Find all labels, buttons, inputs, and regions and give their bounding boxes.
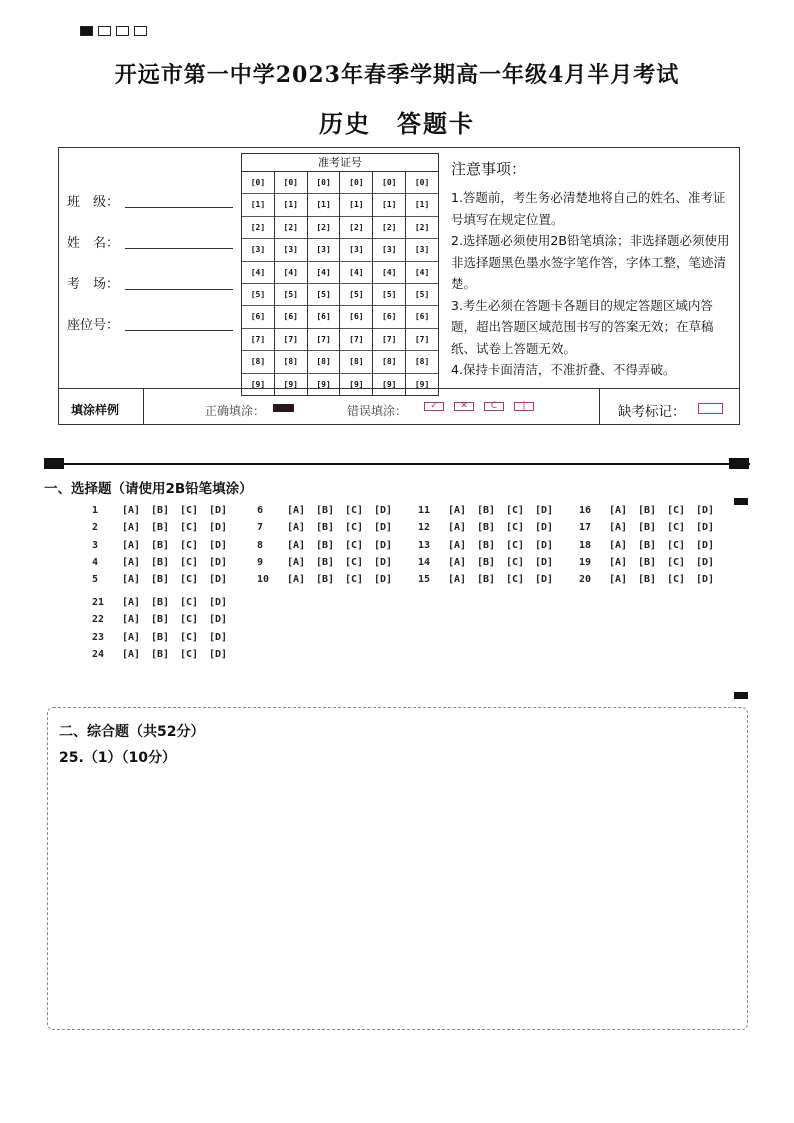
wrong-fill-mark: C: [484, 402, 504, 411]
answer-bubble[interactable]: [A]: [609, 522, 628, 534]
exam-digit-bubble[interactable]: [5]: [308, 284, 340, 306]
answer-bubble[interactable]: [A]: [122, 614, 141, 626]
question-25-label: 25.（1）（10分）: [59, 750, 177, 766]
exam-digit-bubble[interactable]: [2]: [406, 217, 438, 239]
answer-bubble[interactable]: [D]: [374, 505, 393, 516]
exam-digit-bubble[interactable]: [4]: [406, 262, 438, 284]
exam-number-column: [373, 172, 406, 395]
answer-bubble[interactable]: [D]: [374, 522, 393, 534]
answer-bubble[interactable]: [B]: [316, 574, 335, 586]
question-number: 18: [579, 539, 592, 551]
answer-bubble[interactable]: [B]: [638, 574, 657, 586]
exam-number-header: 准考证号: [242, 154, 438, 172]
exam-digit-bubble[interactable]: [8]: [242, 351, 274, 373]
exam-digit-bubble[interactable]: [8]: [275, 351, 307, 373]
absent-mark-label: 缺考标记：: [618, 404, 686, 420]
question-row: [92, 632, 238, 649]
answer-bubble[interactable]: [B]: [151, 522, 170, 534]
answer-bubble[interactable]: [D]: [209, 648, 228, 660]
question-row: [257, 522, 403, 539]
question-row: [92, 505, 238, 522]
answer-bubble[interactable]: [C]: [506, 522, 525, 534]
answer-bubble[interactable]: [B]: [477, 522, 496, 534]
exam-digit-bubble[interactable]: [0]: [406, 172, 438, 194]
answer-bubble[interactable]: [A]: [448, 539, 467, 551]
question-number: 5: [92, 574, 99, 586]
answer-bubble[interactable]: [A]: [122, 597, 141, 608]
question-number: 3: [92, 539, 99, 551]
exam-digit-bubble[interactable]: [2]: [340, 217, 372, 239]
answer-bubble[interactable]: [D]: [535, 556, 554, 568]
question-number: 23: [92, 631, 105, 643]
exam-digit-bubble[interactable]: [0]: [373, 172, 405, 194]
exam-digit-bubble[interactable]: [8]: [373, 351, 405, 373]
exam-digit-bubble[interactable]: [5]: [373, 284, 405, 306]
answer-bubble[interactable]: [C]: [180, 597, 199, 608]
exam-number-column: [242, 172, 275, 395]
exam-digit-bubble[interactable]: [1]: [242, 194, 274, 216]
answer-bubble[interactable]: [D]: [209, 505, 228, 516]
answer-bubble[interactable]: [B]: [638, 522, 657, 534]
answer-bubble[interactable]: [A]: [122, 505, 141, 516]
answer-bubble[interactable]: [B]: [151, 556, 170, 568]
question-row: [92, 540, 238, 557]
vertical-divider: [599, 389, 600, 425]
answer-bubble[interactable]: [A]: [287, 522, 306, 534]
exam-digit-bubble[interactable]: [7]: [275, 329, 307, 351]
answer-bubble[interactable]: [A]: [448, 574, 467, 586]
exam-digit-bubble[interactable]: [3]: [242, 239, 274, 261]
question-number: 15: [418, 574, 431, 586]
field-input-line[interactable]: [125, 329, 233, 331]
exam-digit-bubble[interactable]: [8]: [308, 351, 340, 373]
answer-bubble[interactable]: [A]: [122, 574, 141, 586]
exam-digit-bubble[interactable]: [5]: [275, 284, 307, 306]
exam-number-column: [340, 172, 373, 395]
question-number: 14: [418, 556, 431, 568]
student-field: [67, 191, 233, 210]
question-row: [579, 505, 725, 522]
answer-bubble[interactable]: [C]: [345, 522, 364, 534]
field-label: 姓 名：: [67, 236, 120, 251]
answer-bubble[interactable]: [A]: [122, 648, 141, 660]
exam-digit-bubble[interactable]: [9]: [382, 379, 397, 389]
answer-bubble[interactable]: [D]: [696, 505, 715, 516]
exam-digit-bubble[interactable]: [3]: [406, 239, 438, 261]
answer-bubble[interactable]: [B]: [151, 648, 170, 660]
question-number: 21: [92, 597, 105, 608]
student-field: [67, 273, 233, 292]
question-row: [418, 574, 564, 591]
exam-digit-bubble[interactable]: [5]: [406, 284, 438, 306]
question-group: [92, 597, 238, 666]
exam-digit-bubble[interactable]: [1]: [373, 194, 405, 216]
exam-digit-bubble[interactable]: [9]: [250, 379, 266, 389]
exam-digit-bubble[interactable]: [5]: [340, 284, 372, 306]
answer-bubble[interactable]: [D]: [696, 522, 715, 534]
question-number: 22: [92, 614, 105, 626]
alignment-mark: [734, 498, 748, 505]
question-row: [418, 505, 564, 522]
answer-bubble[interactable]: [B]: [638, 539, 657, 551]
answer-bubble[interactable]: [B]: [316, 539, 335, 551]
answer-bubble[interactable]: [A]: [122, 556, 141, 568]
card-subtitle: 历史 答题卡: [319, 109, 475, 138]
exam-digit-bubble[interactable]: [9]: [414, 379, 430, 389]
exam-number-column: [406, 172, 438, 395]
answer-bubble[interactable]: [D]: [374, 539, 393, 551]
correct-fill-example: [273, 404, 294, 412]
answer-bubble[interactable]: [C]: [180, 505, 199, 516]
answer-bubble[interactable]: [A]: [609, 574, 628, 586]
question-row: [579, 574, 725, 591]
answer-bubble[interactable]: [C]: [506, 539, 525, 551]
page-marker: [116, 26, 129, 36]
answer-bubble[interactable]: [B]: [638, 505, 657, 516]
question-number: 8: [257, 539, 264, 551]
exam-digit-bubble[interactable]: [6]: [340, 306, 372, 328]
answer-bubble[interactable]: [C]: [180, 648, 199, 660]
alignment-mark: [734, 692, 748, 699]
question-number: 4: [92, 556, 99, 568]
answer-bubble[interactable]: [D]: [209, 556, 228, 568]
exam-digit-bubble[interactable]: [6]: [373, 306, 405, 328]
exam-digit-bubble[interactable]: [5]: [242, 284, 274, 306]
wrong-fill-examples: [424, 402, 534, 411]
exam-digit-bubble[interactable]: [6]: [275, 306, 307, 328]
answer-bubble[interactable]: [D]: [696, 539, 715, 551]
exam-digit-bubble[interactable]: [3]: [373, 239, 405, 261]
section2-title: 二、综合题（共52分）: [59, 724, 205, 740]
page-marker: [98, 26, 111, 36]
question-row: [257, 505, 403, 522]
exam-digit-bubble[interactable]: [3]: [340, 239, 372, 261]
answer-bubble[interactable]: [A]: [448, 522, 467, 534]
exam-digit-bubble[interactable]: [4]: [242, 262, 274, 284]
answer-bubble[interactable]: [C]: [667, 539, 686, 551]
wrong-fill-mark: ✕: [454, 402, 474, 411]
question-number: 19: [579, 556, 592, 568]
answer-bubble[interactable]: [D]: [696, 574, 715, 586]
info-box: [58, 147, 740, 425]
answer-bubble[interactable]: [C]: [180, 631, 199, 643]
page-marker: [80, 26, 93, 36]
question-number: 24: [92, 648, 105, 660]
answer-bubble[interactable]: [C]: [180, 614, 199, 626]
student-field: [67, 314, 233, 333]
answer-bubble[interactable]: [D]: [209, 614, 228, 626]
exam-digit-bubble[interactable]: [6]: [308, 306, 340, 328]
answer-bubble[interactable]: [D]: [209, 631, 228, 643]
answer-bubble[interactable]: [A]: [448, 505, 467, 516]
answer-bubble[interactable]: [C]: [345, 539, 364, 551]
answer-bubble[interactable]: [C]: [345, 556, 364, 568]
field-label: 考 场：: [67, 277, 120, 292]
answer-bubble[interactable]: [B]: [151, 574, 170, 586]
question-row: [257, 557, 403, 574]
answer-bubble[interactable]: [A]: [122, 631, 141, 643]
question-number: 10: [257, 574, 270, 586]
answer-bubble[interactable]: [C]: [180, 556, 199, 568]
exam-digit-bubble[interactable]: [7]: [308, 329, 340, 351]
answer-bubble[interactable]: [D]: [696, 556, 715, 568]
answer-bubble[interactable]: [A]: [609, 556, 628, 568]
exam-digit-bubble[interactable]: [8]: [340, 351, 372, 373]
correct-fill-label: 正确填涂：: [205, 404, 266, 418]
section2-answer-box[interactable]: [47, 707, 748, 1030]
question-row: [579, 522, 725, 539]
exam-digit-bubble[interactable]: [4]: [373, 262, 405, 284]
note-item: 3.考生必须在答题卡各题目的规定答题区域内答题，超出答题区域范围书写的答案无效；在草稿纸、试卷上答题无效。: [451, 297, 714, 356]
field-input-line[interactable]: [125, 206, 233, 208]
notes-panel: [451, 158, 733, 381]
student-field: [67, 232, 233, 251]
question-number: 13: [418, 539, 431, 551]
question-number: 7: [257, 522, 264, 534]
page-marker: [134, 26, 147, 36]
answer-bubble[interactable]: [B]: [477, 505, 496, 516]
exam-digit-bubble[interactable]: [3]: [275, 239, 307, 261]
question-row: [418, 540, 564, 557]
exam-digit-bubble[interactable]: [0]: [308, 172, 340, 194]
answer-bubble[interactable]: [B]: [151, 597, 170, 608]
question-row: [257, 574, 403, 591]
wrong-fill-mark: |: [514, 402, 534, 411]
page-markers: [80, 26, 147, 36]
exam-digit-bubble[interactable]: [1]: [275, 194, 307, 216]
answer-bubble[interactable]: [B]: [151, 631, 170, 643]
answer-bubble[interactable]: [B]: [151, 539, 170, 551]
exam-digit-bubble[interactable]: [1]: [340, 194, 372, 216]
question-group: [92, 505, 238, 591]
question-number: 20: [579, 574, 592, 586]
answer-bubble[interactable]: [D]: [535, 574, 554, 586]
answer-bubble[interactable]: [C]: [345, 505, 364, 516]
absent-mark-box[interactable]: [698, 403, 723, 414]
answer-bubble[interactable]: [A]: [609, 539, 628, 551]
answer-bubble[interactable]: [A]: [122, 522, 141, 534]
answer-bubble[interactable]: [C]: [667, 556, 686, 568]
question-number: 17: [579, 522, 592, 534]
exam-digit-bubble[interactable]: [7]: [242, 329, 274, 351]
question-row: [257, 540, 403, 557]
answer-bubble[interactable]: [C]: [180, 539, 199, 551]
vertical-divider: [143, 389, 144, 425]
exam-number-grid: [241, 153, 439, 396]
question-row: [92, 574, 238, 591]
question-row: [92, 522, 238, 539]
exam-digit-bubble[interactable]: [2]: [242, 217, 274, 239]
exam-digit-bubble[interactable]: [7]: [373, 329, 405, 351]
exam-number-column: [308, 172, 341, 395]
field-label: 座位号：: [67, 318, 120, 333]
exam-digit-bubble[interactable]: [1]: [406, 194, 438, 216]
exam-digit-bubble[interactable]: [2]: [308, 217, 340, 239]
question-number: 16: [579, 505, 592, 516]
answer-bubble[interactable]: [D]: [374, 574, 393, 586]
answer-bubble[interactable]: [C]: [180, 522, 199, 534]
answer-bubble[interactable]: [D]: [209, 574, 228, 586]
answer-bubble[interactable]: [D]: [209, 522, 228, 534]
note-item: 1.答题前，考生务必清楚地将自己的姓名、准考证号填写在规定位置。: [451, 190, 726, 227]
question-row: [92, 649, 238, 666]
answer-bubble[interactable]: [B]: [316, 556, 335, 568]
exam-title: 开远市第一中学2023年春季学期高一年级4月半月考试: [114, 62, 680, 88]
answer-bubble[interactable]: [C]: [506, 556, 525, 568]
answer-bubble[interactable]: [C]: [667, 574, 686, 586]
answer-bubble[interactable]: [B]: [477, 574, 496, 586]
fill-sample-row: [59, 389, 739, 425]
answer-bubble[interactable]: [A]: [287, 539, 306, 551]
answer-bubble[interactable]: [D]: [535, 539, 554, 551]
answer-bubble[interactable]: [C]: [667, 522, 686, 534]
answer-bubble[interactable]: [C]: [345, 574, 364, 586]
answer-bubble[interactable]: [B]: [151, 505, 170, 516]
question-group: [257, 505, 403, 591]
answer-bubble[interactable]: [B]: [638, 556, 657, 568]
exam-digit-bubble[interactable]: [0]: [340, 172, 372, 194]
answer-bubble[interactable]: [A]: [287, 505, 306, 516]
question-row: [579, 557, 725, 574]
answer-bubble[interactable]: [D]: [374, 556, 393, 568]
answer-bubble[interactable]: [B]: [316, 522, 335, 534]
exam-digit-bubble[interactable]: [7]: [340, 329, 372, 351]
wrong-fill-mark: ✓: [424, 402, 444, 411]
answer-bubble[interactable]: [C]: [667, 505, 686, 516]
question-row: [418, 557, 564, 574]
question-group: [579, 505, 725, 591]
answer-bubble[interactable]: [D]: [209, 539, 228, 551]
answer-bubble[interactable]: [C]: [506, 574, 525, 586]
exam-digit-bubble[interactable]: [7]: [406, 329, 438, 351]
answer-bubble[interactable]: [A]: [122, 539, 141, 551]
exam-digit-bubble[interactable]: [3]: [308, 239, 340, 261]
answer-bubble[interactable]: [D]: [209, 597, 228, 608]
exam-digit-bubble[interactable]: [4]: [275, 262, 307, 284]
question-group: [418, 505, 564, 591]
question-number: 12: [418, 522, 431, 534]
answer-bubble[interactable]: [C]: [506, 505, 525, 516]
section-divider: [44, 463, 750, 465]
exam-digit-bubble[interactable]: [1]: [308, 194, 340, 216]
exam-digit-bubble[interactable]: [4]: [340, 262, 372, 284]
question-number: 11: [418, 505, 431, 516]
answer-bubble[interactable]: [B]: [151, 614, 170, 626]
question-number: 2: [92, 522, 99, 534]
exam-digit-bubble[interactable]: [2]: [373, 217, 405, 239]
exam-digit-bubble[interactable]: [9]: [316, 379, 331, 389]
fill-sample-label: 填涂样例: [71, 403, 120, 417]
question-row: [92, 597, 238, 614]
notes-title: 注意事项：: [451, 160, 527, 178]
field-input-line[interactable]: [125, 247, 233, 249]
exam-number-column: [275, 172, 308, 395]
question-row: [92, 557, 238, 574]
question-number: 9: [257, 556, 264, 568]
question-number: 6: [257, 505, 264, 516]
exam-digit-bubble[interactable]: [0]: [242, 172, 274, 194]
answer-bubble[interactable]: [B]: [477, 539, 496, 551]
exam-digit-bubble[interactable]: [0]: [275, 172, 307, 194]
answer-bubble[interactable]: [D]: [535, 522, 554, 534]
exam-digit-bubble[interactable]: [9]: [283, 379, 298, 389]
question-number: 1: [92, 505, 99, 516]
answer-bubble[interactable]: [A]: [448, 556, 467, 568]
wrong-fill-label: 错误填涂：: [347, 404, 408, 418]
answer-bubble[interactable]: [B]: [477, 556, 496, 568]
answer-bubble[interactable]: [A]: [609, 505, 628, 516]
question-row: [92, 614, 238, 631]
answer-bubble[interactable]: [D]: [535, 505, 554, 516]
field-label: 班 级：: [67, 195, 120, 210]
exam-digit-bubble[interactable]: [9]: [349, 379, 364, 389]
question-row: [579, 540, 725, 557]
exam-digit-bubble[interactable]: [6]: [406, 306, 438, 328]
answer-bubble[interactable]: [A]: [287, 556, 306, 568]
note-item: 2.选择题必须使用2B铅笔填涂；非选择题必须使用非选择题黑色墨水签字笔作答，字体工整，笔迹清楚。: [451, 233, 730, 291]
section1-title: 一、选择题（请使用2B铅笔填涂）: [44, 481, 253, 497]
note-item: 4.保持卡面清洁，不准折叠、不得弄破。: [451, 362, 676, 377]
answer-bubble[interactable]: [A]: [287, 574, 306, 586]
answer-bubble[interactable]: [B]: [316, 505, 335, 516]
question-row: [418, 522, 564, 539]
field-input-line[interactable]: [125, 288, 233, 290]
alignment-mark: [729, 458, 749, 469]
exam-digit-bubble[interactable]: [4]: [308, 262, 340, 284]
answer-bubble[interactable]: [C]: [180, 574, 199, 586]
exam-digit-bubble[interactable]: [2]: [275, 217, 307, 239]
exam-digit-bubble[interactable]: [6]: [242, 306, 274, 328]
exam-digit-bubble[interactable]: [8]: [406, 351, 438, 373]
